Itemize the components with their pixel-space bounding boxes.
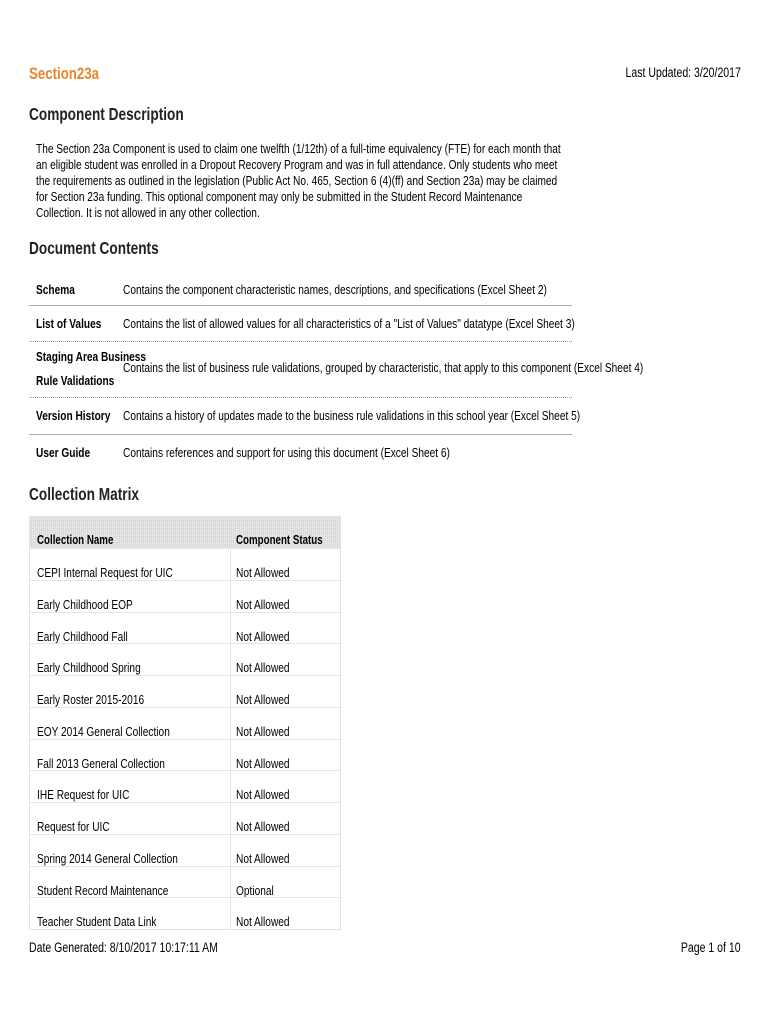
collection-name-cell: Request for UIC (37, 819, 110, 834)
table-row (30, 675, 340, 707)
collection-name-cell: EOY 2014 General Collection (37, 723, 170, 739)
contents-row-text: Contains the list of business rule validations, grouped by characteristic, that apply to this component (Excel Sheet 4) (123, 360, 644, 375)
component-status-cell: Not Allowed (236, 787, 290, 803)
contents-row-text: Contains the component characteristic names, descriptions, and specifications (Excel Sheet 2) (123, 282, 547, 297)
document-contents-heading: Document Contents (29, 238, 159, 258)
table-row (30, 707, 340, 739)
contents-row-list-of-values (29, 306, 575, 342)
contents-row-label: Version History (36, 408, 111, 423)
component-status-cell: Not Allowed (236, 660, 290, 676)
component-status-cell: Not Allowed (236, 819, 290, 834)
contents-row-label-line1: Staging Area Business (36, 349, 147, 364)
contents-row-label: List of Values (36, 316, 102, 331)
table-row (30, 802, 340, 834)
contents-row-user-guide (29, 435, 572, 469)
collection-name-cell: Student Record Maintenance (37, 882, 169, 898)
component-status-cell: Not Allowed (236, 850, 290, 866)
component-status-cell: Not Allowed (236, 628, 290, 644)
collection-matrix-table (29, 516, 341, 930)
component-status-cell: Not Allowed (236, 914, 290, 930)
collection-name-cell: Early Childhood EOP (37, 596, 133, 612)
table-row (30, 612, 340, 644)
table-header-row (30, 517, 340, 548)
collection-name-cell: Early Childhood Fall (37, 628, 128, 644)
table-row (30, 834, 340, 866)
component-description-text: The Section 23a Component is used to claim one twelfth (1/12th) of a full-time equivalency (FTE) for each month that an eligible student was enrolled in a Dropout Recovery Program and was in full attendance. Only students who meet the requirements as outlined in the legislation (Public Act No. 465, Section 6 (4)(ff) and Section 23a) may be claimed for Section 23a funding. This optional component may only be submitted in the Student Record Maintenance Collection. It is not allowed in any other collection. (36, 141, 561, 220)
table-row (30, 580, 340, 612)
table-row (30, 739, 340, 771)
contents-row-label: Schema (36, 282, 75, 297)
contents-row-text: Contains the list of allowed values for all characteristics of a "List of Values" datatype (Excel Sheet 3) (123, 316, 575, 331)
last-updated: Last Updated: 3/20/2017 (625, 65, 741, 80)
table-row (30, 897, 340, 929)
document-contents-table (29, 272, 644, 469)
table-row (30, 866, 340, 898)
component-status-cell: Optional (236, 882, 274, 898)
table-row (30, 770, 340, 802)
collection-name-cell: Fall 2013 General Collection (37, 755, 165, 771)
contents-row-text: Contains references and support for using this document (Excel Sheet 6) (123, 445, 450, 460)
component-status-cell: Not Allowed (236, 723, 290, 739)
component-status-cell: Not Allowed (236, 755, 290, 771)
column-header-component-status: Component Status (236, 533, 323, 547)
collection-name-cell: IHE Request for UIC (37, 787, 130, 803)
date-generated: Date Generated: 8/10/2017 10:17:11 AM (29, 940, 218, 955)
table-row (30, 548, 340, 580)
collection-name-cell: CEPI Internal Request for UIC (37, 565, 173, 580)
section-title: Section23a (29, 64, 100, 83)
component-status-cell: Not Allowed (236, 692, 290, 707)
contents-row-label-line2: Rule Validations (36, 373, 115, 388)
table-row (30, 643, 340, 675)
page-number: Page 1 of 10 (681, 940, 741, 955)
contents-row-business-rules (29, 342, 644, 398)
contents-row-schema (29, 272, 572, 306)
contents-row-text: Contains a history of updates made to the business rule validations in this school year (Excel Sheet 5) (123, 408, 581, 423)
collection-name-cell: Early Childhood Spring (37, 660, 141, 676)
component-status-cell: Not Allowed (236, 596, 290, 612)
contents-row-version-history (29, 398, 581, 435)
column-header-collection-name: Collection Name (37, 533, 114, 547)
contents-row-label: User Guide (36, 445, 91, 460)
component-status-cell: Not Allowed (236, 565, 290, 580)
collection-matrix-heading: Collection Matrix (29, 484, 139, 504)
collection-name-cell: Early Roster 2015-2016 (37, 692, 145, 707)
collection-name-cell: Spring 2014 General Collection (37, 850, 178, 866)
collection-name-cell: Teacher Student Data Link (37, 914, 157, 930)
component-description-heading: Component Description (29, 104, 184, 124)
